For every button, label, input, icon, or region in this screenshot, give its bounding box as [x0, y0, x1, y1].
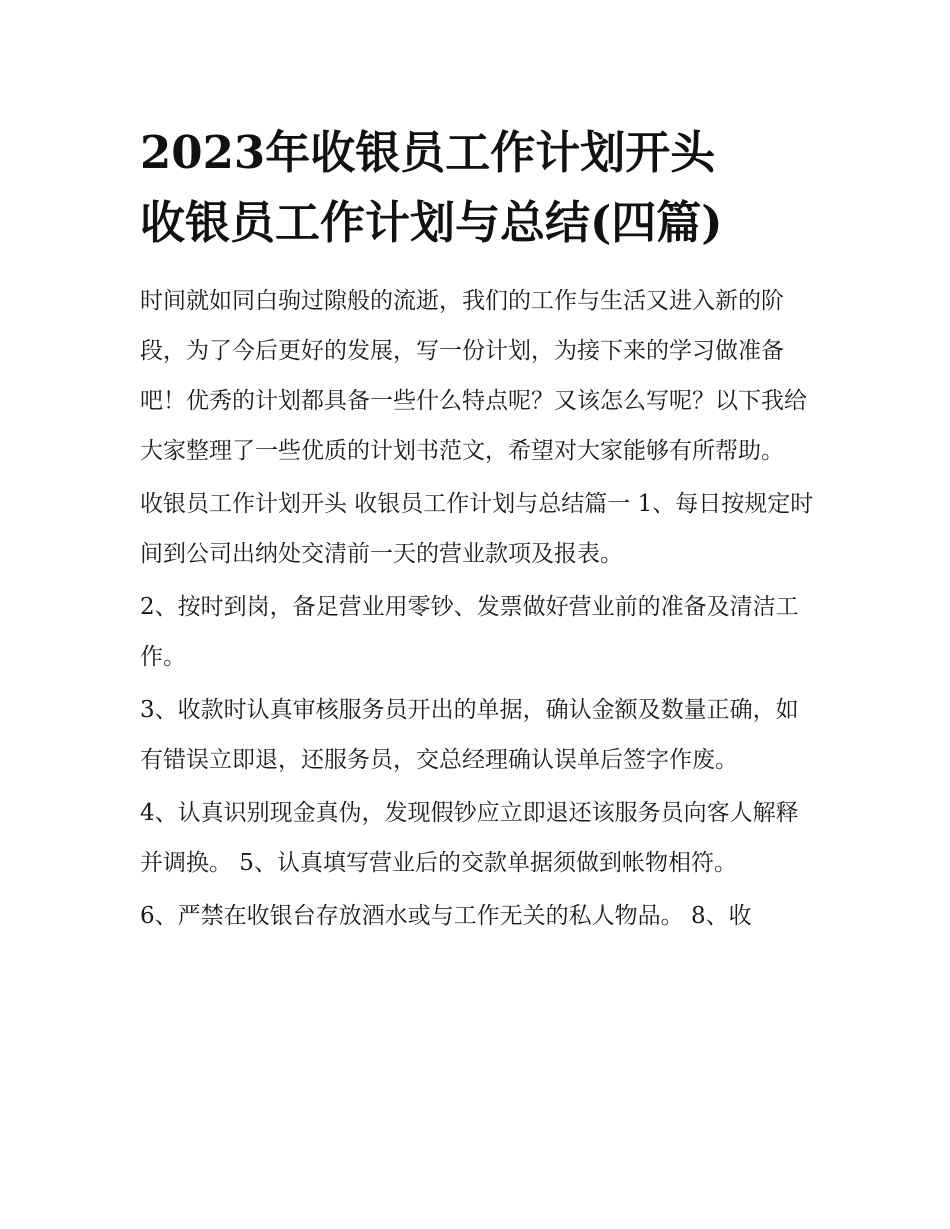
paragraph-item-6-8: 6、严禁在收银台存放酒水或与工作无关的私人物品。 8、收: [140, 903, 752, 929]
title-line-2: 收银员工作计划与总结(四篇): [140, 196, 723, 249]
document-title: [140, 118, 840, 258]
paragraph-item-4-5: 4、认真识别现金真伪，发现假钞应立即退还该服务员向客人解释并调换。 5、认真填写营业后的交款单据须做到帐物相符。: [140, 800, 799, 876]
paragraph-intro: 时间就如同白驹过隙般的流逝，我们的工作与生活又进入新的阶段，为了今后更好的发展，写一份计划，为接下来的学习做准备吧！优秀的计划都具备一些什么特点呢？又该怎么写呢？以下我给大家整理了一些优质的计划书范文，希望对大家能够有所帮助。: [140, 288, 807, 464]
paragraph-item-2: 2、按时到岗，备足营业用零钞、发票做好营业前的准备及清洁工作。: [140, 594, 799, 670]
title-line-1: 2023年收银员工作计划开头: [140, 126, 716, 179]
document-body: [140, 276, 820, 941]
paragraph-section-one: 收银员工作计划开头 收银员工作计划与总结篇一 1、每日按规定时间到公司出纳处交清前一天的营业款项及报表。: [140, 491, 814, 567]
paragraph-item-3: 3、收款时认真审核服务员开出的单据，确认金额及数量正确，如有错误立即退，还服务员，交总经理确认误单后签字作废。: [140, 697, 799, 773]
